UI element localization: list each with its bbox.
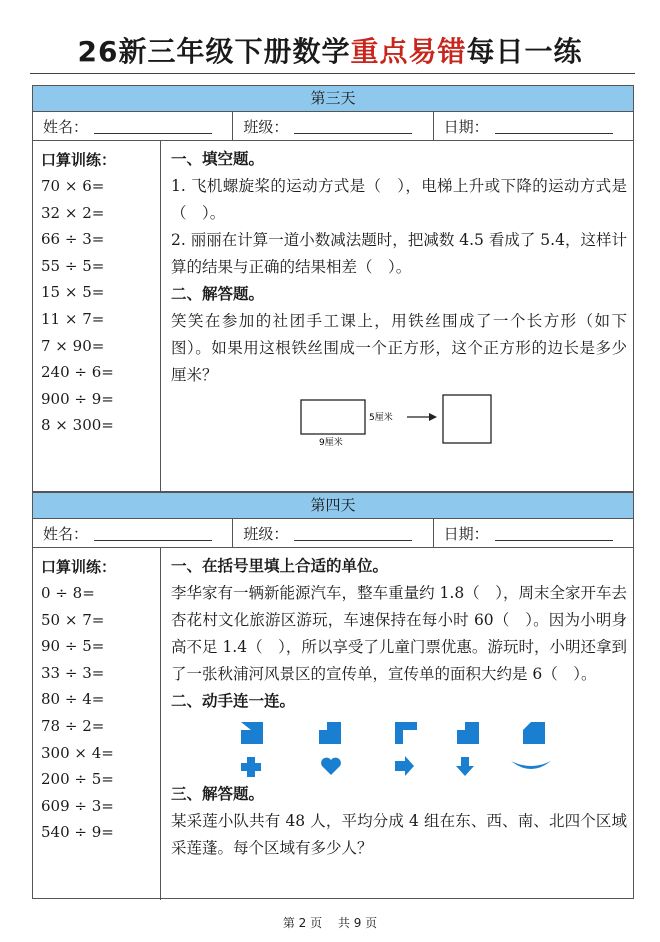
question-text: 笑笑在参加的社团手工课上，用铁丝围成了一个长方形（如下图）。如果用这根铁丝围成一个正方形，这个正方形的边长是多少厘米？ xyxy=(171,312,627,384)
cut-square-3 xyxy=(395,722,417,744)
cross-shape xyxy=(241,757,261,777)
page-total: 共 9 页 xyxy=(337,916,378,930)
name-label: 姓名： xyxy=(43,524,89,543)
section-heading: 二、解答题。 xyxy=(171,285,265,303)
calc-item: 7 × 90= xyxy=(41,336,105,355)
class-cell xyxy=(233,519,433,547)
class-blank[interactable] xyxy=(294,526,412,541)
oral-calc-title: 口算训练： xyxy=(41,151,117,169)
class-label: 班级： xyxy=(243,117,289,136)
calc-item: 900 ÷ 9= xyxy=(41,389,114,408)
rectangle-shape xyxy=(301,400,365,434)
oral-calc-title: 口算训练： xyxy=(41,558,117,576)
name-blank[interactable] xyxy=(94,119,212,134)
section-heading: 三、解答题。 xyxy=(171,785,265,803)
question-text: 2. 丽丽在计算一道小数减法题时，把减数 4.5 看成了 5.4，这样计算的结果与正确的结果相差（ ）。 xyxy=(171,231,627,276)
date-label: 日期： xyxy=(443,117,489,136)
page-title xyxy=(0,30,660,70)
question-text: 某采莲小队共有 48 人，平均分成 4 组在东、西、南、北四个区域采莲蓬。每个区域有多少人？ xyxy=(171,812,627,857)
cut-square-4 xyxy=(457,722,479,744)
cut-square-5 xyxy=(523,722,545,744)
arrow-head xyxy=(429,413,437,421)
calc-item: 8 × 300= xyxy=(41,416,114,435)
day3-info-row xyxy=(33,112,633,141)
date-cell xyxy=(434,112,633,140)
cut-square-1 xyxy=(241,722,263,744)
rect-height-label: 5厘米 xyxy=(369,413,393,423)
calc-item: 0 ÷ 8= xyxy=(41,584,95,602)
calc-item: 15 × 5= xyxy=(41,283,105,302)
section-heading: 一、填空题。 xyxy=(171,150,265,168)
calc-item: 80 ÷ 4= xyxy=(41,690,105,709)
title-highlight: 重点易错 xyxy=(350,35,467,68)
calc-item: 300 × 4= xyxy=(41,743,114,762)
page-number: 第 2 页 xyxy=(282,916,323,930)
square-shape xyxy=(443,395,491,443)
calc-item: 200 ÷ 5= xyxy=(41,770,114,789)
calc-item: 66 ÷ 3= xyxy=(41,230,105,249)
calc-item: 55 ÷ 5= xyxy=(41,256,105,275)
calc-item: 240 ÷ 6= xyxy=(41,363,114,382)
class-label: 班级： xyxy=(243,524,289,543)
calc-item: 32 × 2= xyxy=(41,203,105,222)
matching-shapes-figure xyxy=(171,717,611,779)
name-label: 姓名： xyxy=(43,117,89,136)
class-cell xyxy=(233,112,433,140)
date-label: 日期： xyxy=(443,524,489,543)
day3-questions xyxy=(161,141,633,493)
arrow-down-shape xyxy=(456,757,474,776)
calc-item: 33 ÷ 3= xyxy=(41,663,105,682)
title-prefix: 26新三年级下册数学 xyxy=(77,35,351,68)
rect-width-label: 9厘米 xyxy=(319,438,343,448)
title-underline xyxy=(30,73,635,74)
question-text: 李华家有一辆新能源汽车，整车重量约 1.8（ ），周末全家开车去杏花村文化旅游区游玩，车速保持在每小时 60（ ）。因为小明身高不足 1.4（ ），所以享受了儿童门票优惠。游玩时，小明还拿到了一张秋浦河风景区的宣传单，宣传单的面积大约是 6（ ）。 xyxy=(171,584,627,683)
name-cell xyxy=(33,112,233,140)
day3-header: 第三天 xyxy=(33,86,633,112)
day4-questions xyxy=(161,548,633,900)
calc-item: 50 × 7= xyxy=(41,610,105,629)
day3-body xyxy=(33,141,633,493)
calc-item: 540 ÷ 9= xyxy=(41,823,114,842)
class-blank[interactable] xyxy=(294,119,412,134)
heart-shape xyxy=(321,758,341,775)
calc-item: 609 ÷ 3= xyxy=(41,796,114,815)
date-blank[interactable] xyxy=(495,526,613,541)
section-heading: 一、在括号里填上合适的单位。 xyxy=(171,557,389,575)
calc-item: 11 × 7= xyxy=(41,309,105,328)
title-suffix: 每日一练 xyxy=(466,35,583,68)
name-blank[interactable] xyxy=(94,526,212,541)
calc-item: 90 ÷ 5= xyxy=(41,637,105,656)
calc-item: 78 ÷ 2= xyxy=(41,716,105,735)
rectangle-to-square-figure xyxy=(299,393,539,453)
section-heading: 二、动手连一连。 xyxy=(171,692,296,710)
day4-block xyxy=(32,492,634,899)
cut-square-2 xyxy=(319,722,341,744)
date-cell xyxy=(434,519,633,547)
name-cell xyxy=(33,519,233,547)
page-footer xyxy=(0,914,660,931)
day3-oral-calc xyxy=(33,141,161,493)
day4-header: 第四天 xyxy=(33,493,633,519)
smile-curve-shape xyxy=(511,761,551,769)
day4-info-row xyxy=(33,519,633,548)
day3-block xyxy=(32,85,634,492)
arrow-right-shape xyxy=(395,756,414,776)
date-blank[interactable] xyxy=(495,119,613,134)
calc-item: 70 × 6= xyxy=(41,177,105,195)
day4-body xyxy=(33,548,633,900)
day4-oral-calc xyxy=(33,548,161,900)
question-text: 1. 飞机螺旋桨的运动方式是（ ），电梯上升或下降的运动方式是（ ）。 xyxy=(171,177,627,222)
